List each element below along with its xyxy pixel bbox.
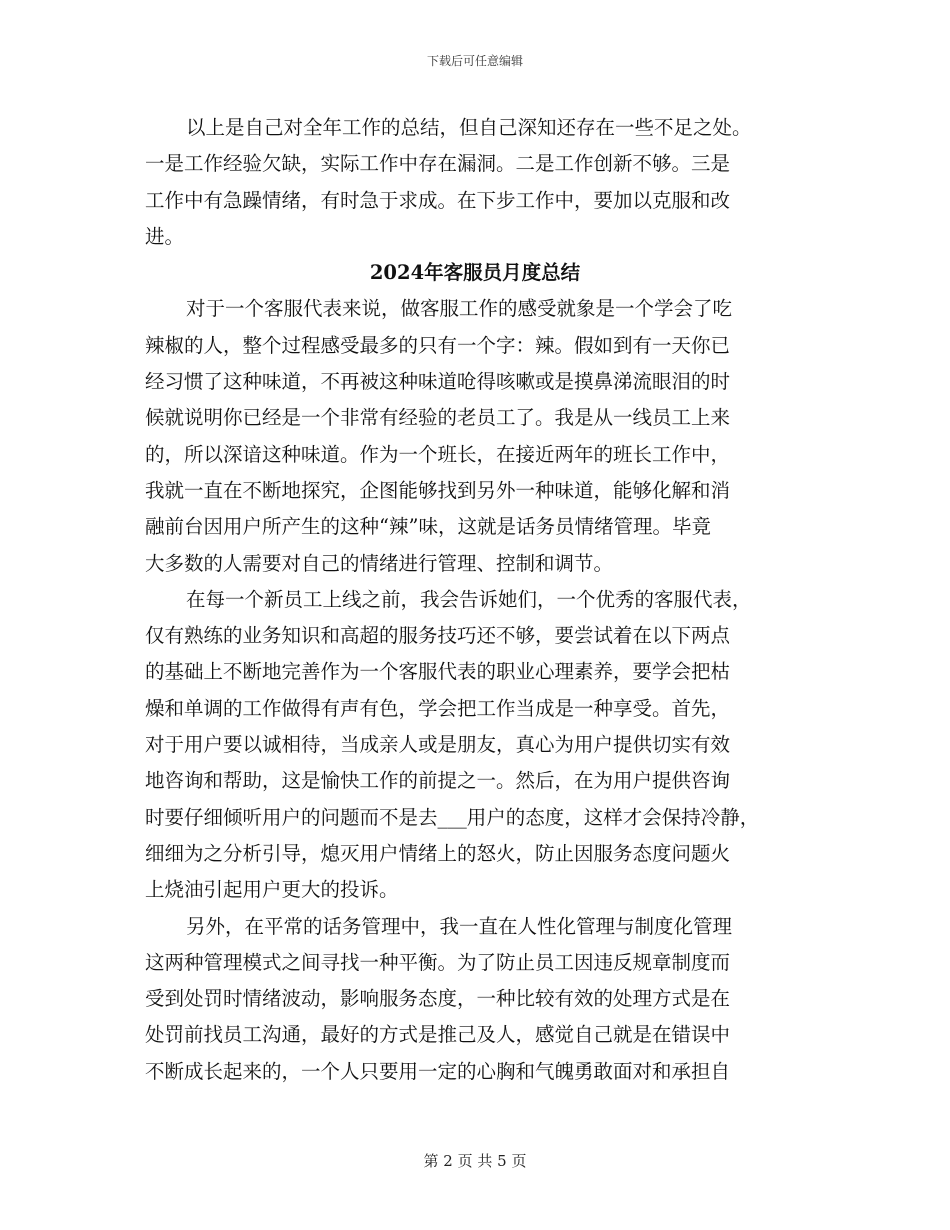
text-line: 的，所以深谙这种味道。作为一个班长，在接近两年的班长工作中， [145,442,731,466]
text-line: 融前台因用户所产生的这种“辣”味，这就是话务员情绪管理。毕竟 [145,515,711,539]
text-line: 细细为之分析引导，熄灭用户情绪上的怒火，防止因服务态度问题火 [145,841,731,865]
text-line: 仅有熟练的业务知识和高超的服务技巧还不够，要尝试着在以下两点 [145,624,731,648]
text-line: 工作中有急躁情绪，有时急于求成。在下步工作中，要加以克服和改 [145,188,731,212]
text-line: 候就说明你已经是一个非常有经验的老员工了。我是从一线员工上来 [145,406,731,430]
text-line: 这两种管理模式之间寻找一种平衡。为了防止员工因违反规章制度而 [145,950,731,974]
text-line: 我就一直在不断地探究，企图能够找到另外一种味道，能够化解和消 [145,478,731,502]
text-line: 大多数的人需要对自己的情绪进行管理、控制和调节。 [145,551,614,575]
page-header: 下载后可任意编辑 [426,54,523,68]
paragraph-3 [145,909,805,1090]
text-line: 地咨询和帮助，这是愉快工作的前提之一。然后，在为用户提供咨询 [145,769,731,793]
paragraph-1 [145,291,805,581]
text-line: 受到处罚时情绪波动，影响服务态度，一种比较有效的处理方式是在 [145,987,731,1011]
text-line: 一是工作经验欠缺，实际工作中存在漏洞。二是工作创新不够。三是 [145,152,731,176]
text-line: 辣椒的人，整个过程感受最多的只有一个字：辣。假如到有一天你已 [145,333,731,357]
text-line: 进。 [145,224,185,248]
page-footer: 第 2 页 共 5 页 [423,1152,527,1170]
text-line: 不断成长起来的，一个人只要用一定的心胸和气魄勇敢面对和承担自 [145,1059,731,1083]
text-line: 以上是自己对全年工作的总结，但自己深知还存在一些不足之处。 [186,116,752,139]
section-heading: 2024年客服员月度总结 [369,261,581,285]
text-line: 时要仔细倾听用户的问题而不是去___用户的态度，这样才会保持冷静， [145,805,760,829]
text-line: 对于一个客服代表来说，做客服工作的感受就象是一个学会了吃 [186,297,733,321]
paragraph-2 [145,582,805,909]
text-line: 处罚前找员工沟通，最好的方式是推己及人，感觉自己就是在错误中 [145,1023,731,1047]
text-line: 上烧油引起用户更大的投诉。 [145,878,399,902]
paragraph-summary [145,110,805,255]
text-line: 的基础上不断地完善作为一个客服代表的职业心理素养，要学会把枯 [145,660,731,684]
text-line: 燥和单调的工作做得有声有色，学会把工作当成是一种享受。首先， [145,696,731,720]
text-line: 在每一个新员工上线之前，我会告诉她们，一个优秀的客服代表， [186,587,752,611]
text-line: 经习惯了这种味道，不再被这种味道呛得咳嗽或是摸鼻涕流眼泪的时 [145,370,731,394]
text-line: 对于用户要以诚相待，当成亲人或是朋友，真心为用户提供切实有效 [145,733,731,757]
document-body [145,110,805,1090]
text-line: 另外，在平常的话务管理中，我一直在人性化管理与制度化管理 [186,914,733,938]
